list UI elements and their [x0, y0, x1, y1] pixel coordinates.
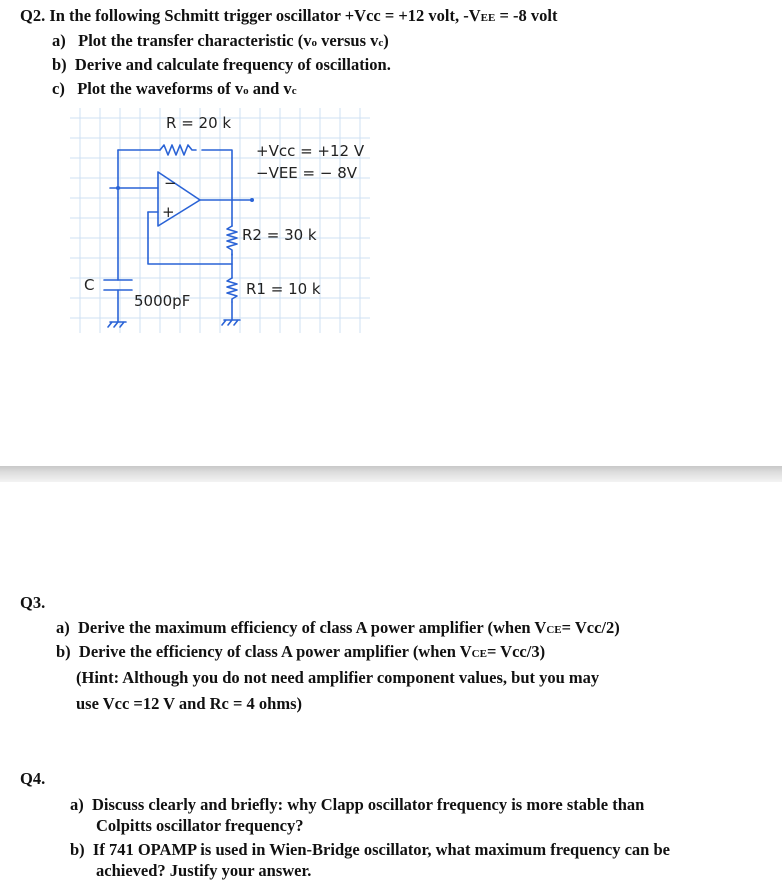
opamp-plus-sign: +: [162, 203, 175, 221]
schmitt-trigger-circuit-figure: [70, 108, 370, 333]
opamp-minus-sign: −: [164, 174, 177, 192]
capacitor-value-label: 5000pF: [134, 292, 191, 310]
capacitor-c-label: C: [84, 276, 95, 294]
circuit-drawing: [70, 108, 370, 333]
q4-part-b-line1: b) If 741 OPAMP is used in Wien-Bridge oscillator, what maximum frequency can be: [70, 840, 670, 859]
page-divider: [0, 466, 782, 482]
q3-hint-line1: (Hint: Although you do not need amplifier component values, but you may: [76, 668, 600, 687]
vcc-label: +Vcc = +12 V: [256, 142, 365, 160]
q3-part-a: a) Derive the maximum efficiency of class A power amplifier (when VCE= Vcc/2): [56, 618, 620, 637]
input-node: [116, 186, 120, 190]
resistor-r-symbol: [160, 145, 196, 155]
output-node: [250, 198, 254, 202]
q3-part-b: b) Derive the efficiency of class A power amplifier (when VCE= Vcc/3): [56, 642, 546, 661]
q4-title: Q4.: [20, 769, 46, 788]
vee-label: −VEE = − 8V: [256, 164, 358, 182]
resistor-r-label: R = 20 k: [166, 114, 232, 132]
q2-title: Q2. In the following Schmitt trigger oscillator +Vcc = +12 volt, -VEE = -8 volt: [20, 6, 558, 25]
ground-symbol-left: [108, 322, 126, 327]
ground-symbol-right: [222, 320, 240, 325]
q2-part-a: a) Plot the transfer characteristic (vo versus vc): [52, 31, 389, 50]
q2-part-b: b) Derive and calculate frequency of oscillation.: [52, 55, 391, 74]
q3-title: Q3.: [20, 593, 46, 612]
q4-part-a-line1: a) Discuss clearly and briefly: why Clapp oscillator frequency is more stable than: [70, 795, 645, 814]
resistor-r2-label: R2 = 30 k: [242, 226, 317, 244]
q2-part-c: c) Plot the waveforms of vo and vc: [52, 79, 297, 98]
resistor-r2-symbol: [227, 226, 237, 255]
q3-hint-line2: use Vcc =12 V and Rc = 4 ohms): [76, 694, 302, 713]
resistor-r1-label: R1 = 10 k: [246, 280, 321, 298]
capacitor-symbol: [104, 280, 132, 290]
q4-part-b-line2: achieved? Justify your answer.: [96, 861, 312, 880]
q4-part-a-line2: Colpitts oscillator frequency?: [96, 816, 304, 835]
